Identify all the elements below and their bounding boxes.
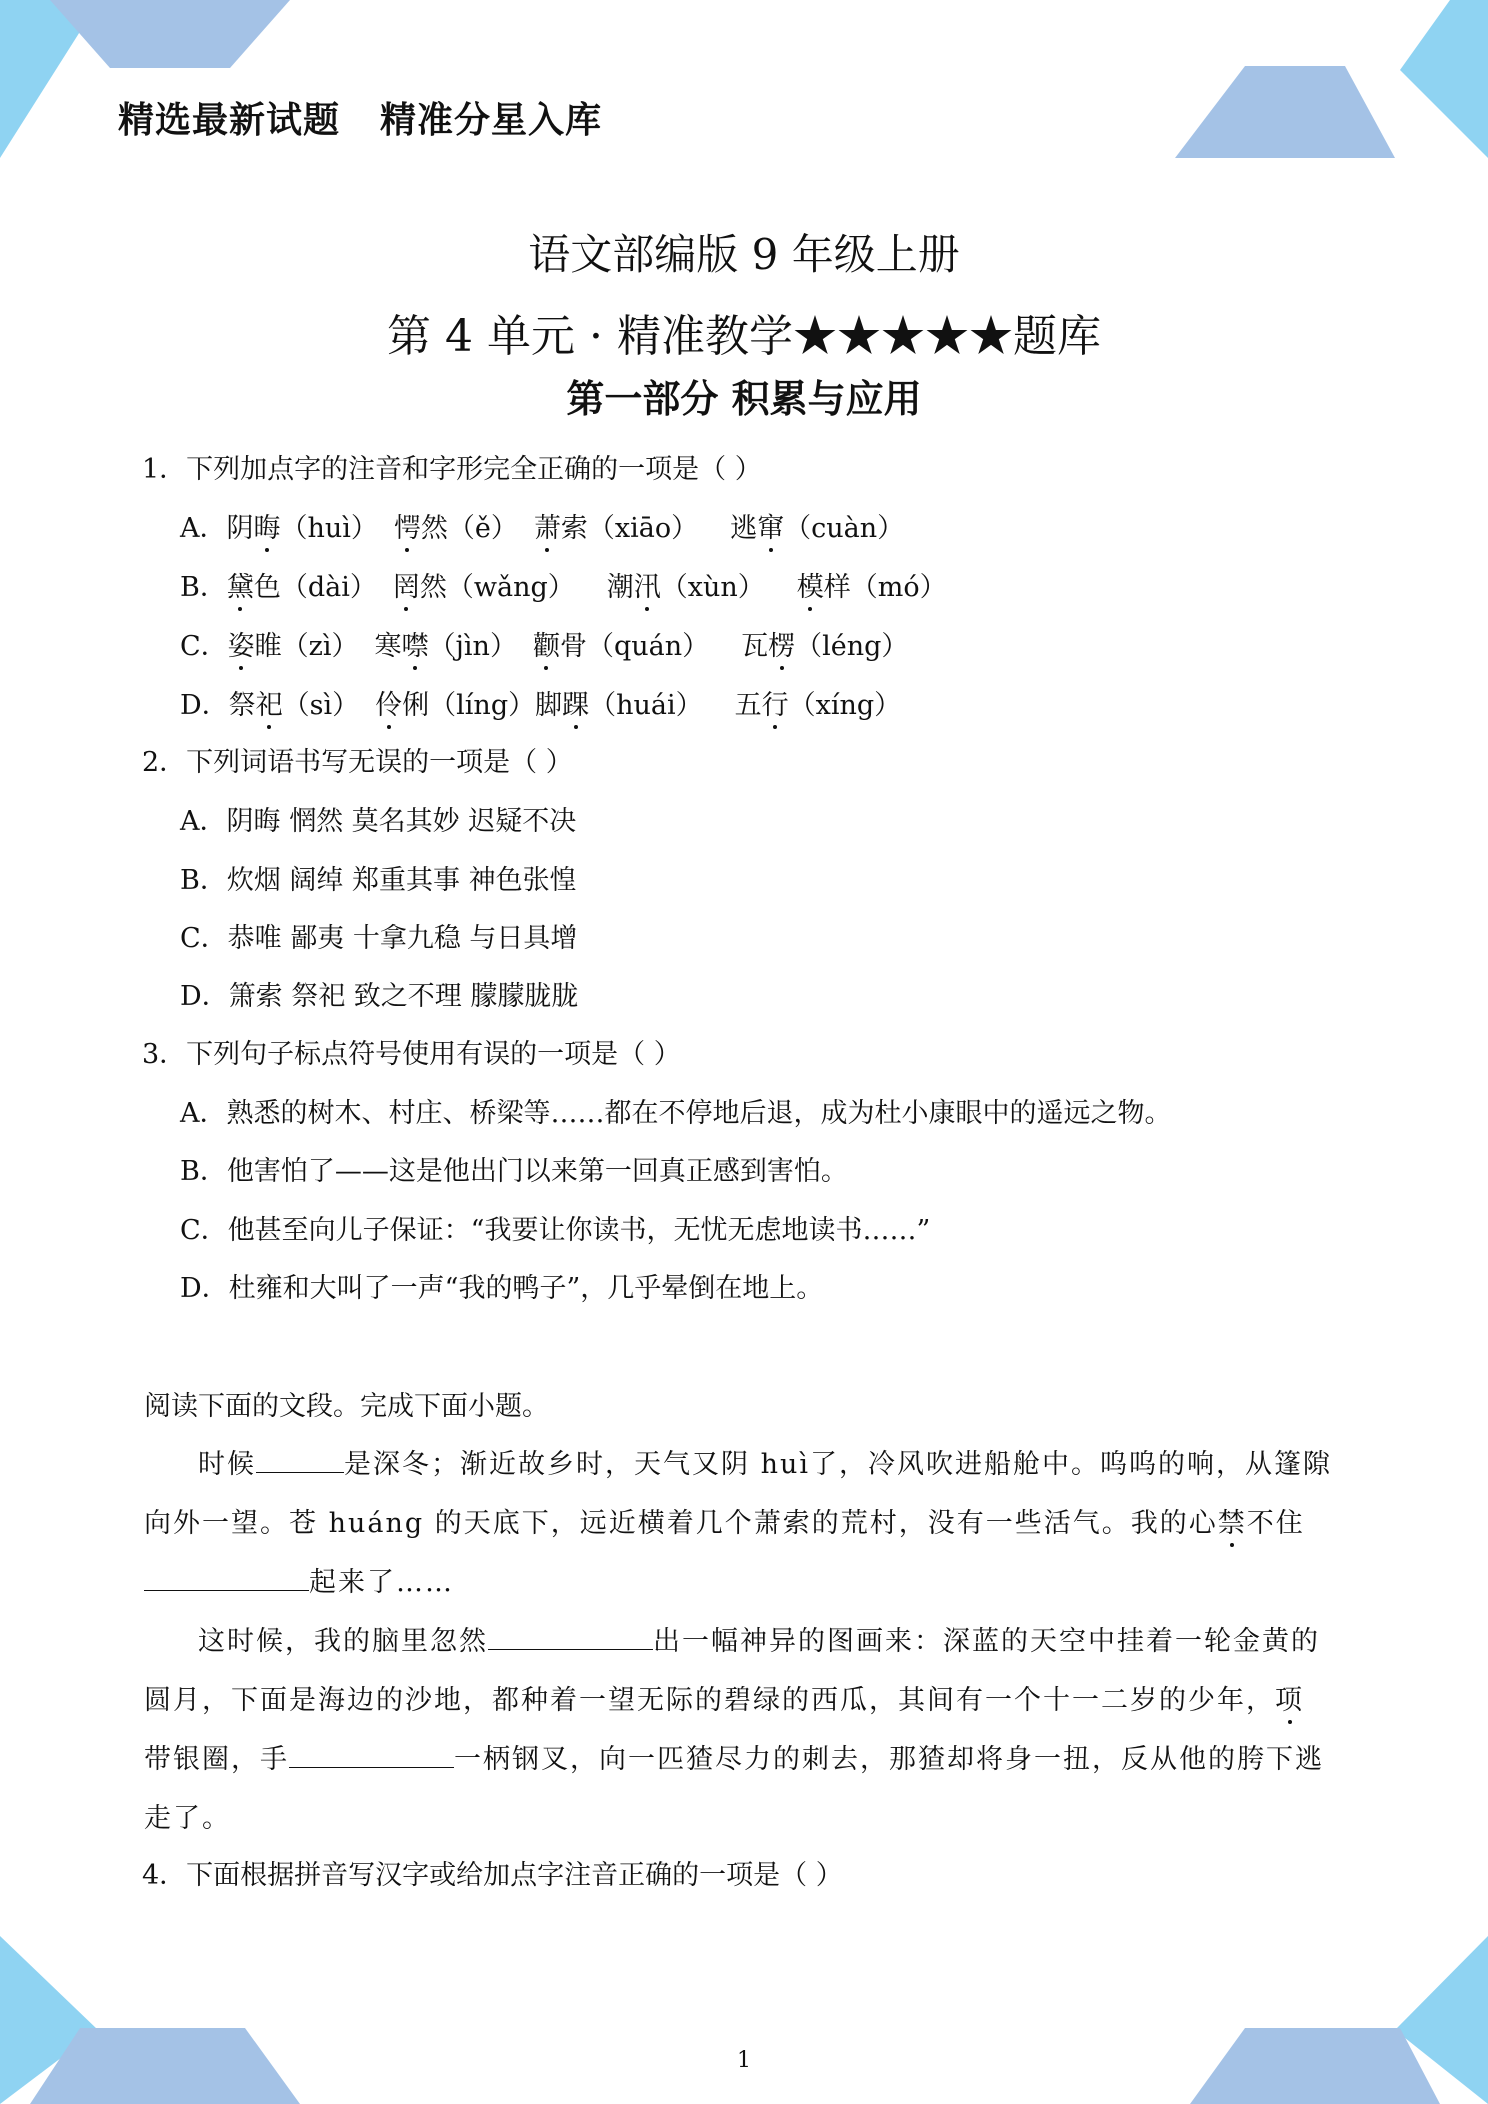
question-3-stem: 3．下列句子标点符号使用有误的一项是（ ） xyxy=(142,1039,681,1070)
reading-heading: 阅读下面的文段。完成下面小题。 xyxy=(144,1391,549,1422)
dotted-char: 颧 xyxy=(533,624,560,663)
question-4-stem: 4．下面根据拼音写汉字或给加点字注音正确的一项是（ ） xyxy=(142,1860,843,1891)
question-3-option-c: C．他甚至向儿子保证：“我要让你读书，无忧无虑地读书……” xyxy=(180,1215,931,1246)
word-text: （huì） xyxy=(280,513,378,544)
slogan-first: 精选最新试题 xyxy=(118,100,341,141)
document-title: 语文部编版 9 年级上册 xyxy=(528,230,960,279)
fill-blank[interactable] xyxy=(289,1739,454,1768)
fill-blank[interactable] xyxy=(144,1562,309,1591)
dotted-char: 踝 xyxy=(562,683,589,722)
word-text: （cuàn） xyxy=(784,513,905,544)
question-2-option-a: A．阴晦 惘然 莫名其妙 迟疑不决 xyxy=(180,806,577,837)
slogan-second: 精准分星入库 xyxy=(380,100,603,141)
word-text: 逃 xyxy=(730,513,758,544)
option-label: A． xyxy=(180,513,227,544)
passage-line-6 xyxy=(144,1737,1324,1776)
option-label: D． xyxy=(180,690,229,721)
question-1-stem: 1．下列加点字的注音和字形完全正确的一项是（ ） xyxy=(142,454,762,485)
document-subtitle: 第 4 单元 · 精准教学★★★★★题库 xyxy=(387,311,1101,362)
question-2-option-d: D．箫索 祭祀 致之不理 朦朦胧胧 xyxy=(180,981,579,1012)
word-text: 样（mó） xyxy=(823,572,947,603)
page-number: 1 xyxy=(737,2048,751,2073)
fill-blank[interactable] xyxy=(488,1621,653,1650)
top-right-trapezoid xyxy=(1175,66,1395,158)
dotted-char: 晦 xyxy=(254,506,281,545)
passage-text: 向外一望。苍 huáng 的天底下，远近横着几个萧索的荒村，没有一些活气。我的心 xyxy=(144,1508,1218,1539)
word-text: 然（wǎng） xyxy=(419,572,575,603)
top-left-trapezoid xyxy=(50,0,290,68)
passage-text: 带银圈，手 xyxy=(144,1744,289,1775)
dotted-char: 禁 xyxy=(1218,1501,1247,1540)
question-1-option-b xyxy=(180,565,947,604)
word-text: （huái） xyxy=(589,690,703,721)
word-text: （xíng） xyxy=(788,690,902,721)
word-text: 阴 xyxy=(226,513,254,544)
word-text: 睢（zì） xyxy=(254,631,359,662)
dotted-char: 祀 xyxy=(256,683,283,722)
passage-text: 时候 xyxy=(198,1449,256,1480)
header-slogan xyxy=(118,92,602,143)
dotted-char: 伶 xyxy=(375,683,402,722)
passage-line-2 xyxy=(144,1501,1305,1540)
question-3-option-a: A．熟悉的树木、村庄、桥梁等……都在不停地后退，成为杜小康眼中的遥远之物。 xyxy=(180,1098,1172,1129)
dotted-char: 窜 xyxy=(757,506,784,545)
question-2-option-c: C．恭唯 鄙夷 十拿九稳 与日具增 xyxy=(180,923,578,954)
passage-line-3 xyxy=(144,1560,454,1599)
dotted-char: 行 xyxy=(762,683,789,722)
question-3-option-b: B．他害怕了——这是他出门以来第一回真正感到害怕。 xyxy=(180,1156,848,1187)
word-text: （sì） xyxy=(282,690,360,721)
question-1-option-d xyxy=(180,683,901,722)
part-heading: 第一部分 积累与应用 xyxy=(566,377,922,421)
dotted-char: 萧 xyxy=(534,506,561,545)
passage-text: 一柄钢叉，向一匹猹尽力的刺去，那猹却将身一扭，反从他的胯下逃 xyxy=(454,1744,1324,1775)
passage-text: 这时候，我的脑里忽然 xyxy=(198,1626,488,1657)
word-text: 然（ě） xyxy=(420,513,518,544)
passage-text: 起来了…… xyxy=(309,1567,454,1598)
word-text: 骨（quán） xyxy=(559,631,710,662)
passage-line-1 xyxy=(198,1442,1332,1481)
dotted-char: 噤 xyxy=(402,624,429,663)
word-text: 潮 xyxy=(606,572,634,603)
word-text: 祭 xyxy=(228,690,256,721)
question-3-option-d: D．杜雍和大叫了一声“我的鸭子”，几乎晕倒在地上。 xyxy=(180,1273,824,1304)
question-2-stem: 2．下列词语书写无误的一项是（ ） xyxy=(142,747,573,778)
fill-blank[interactable] xyxy=(256,1444,344,1473)
passage-text: 出一幅神异的图画来：深蓝的天空中挂着一轮金黄的 xyxy=(653,1626,1320,1657)
word-text: 色（dài） xyxy=(253,572,377,603)
word-text: （jìn） xyxy=(428,631,517,662)
dotted-char: 模 xyxy=(797,565,824,604)
dotted-char: 愕 xyxy=(394,506,421,545)
dotted-char: 汛 xyxy=(634,565,661,604)
word-text: 俐（líng） xyxy=(402,690,536,721)
passage-text: 圆月，下面是海边的沙地，都种着一望无际的碧绿的西瓜，其间有一个十一二岁的少年， xyxy=(144,1685,1275,1716)
word-text: 寒 xyxy=(374,631,402,662)
dotted-char: 姿 xyxy=(228,624,255,663)
passage-line-5 xyxy=(144,1678,1304,1717)
option-label: B． xyxy=(180,572,227,603)
passage-text: 不住 xyxy=(1246,1508,1305,1539)
word-text: 瓦 xyxy=(741,631,769,662)
word-text: （xùn） xyxy=(660,572,765,603)
passage-text: 是深冬；渐近故乡时，天气又阴 huì了，冷风吹进船舱中。呜呜的响，从篷隙 xyxy=(344,1449,1332,1480)
passage-line-7: 走了。 xyxy=(144,1803,231,1834)
top-right-light-triangle xyxy=(1400,0,1488,158)
passage-line-4 xyxy=(198,1619,1320,1658)
word-text: 索（xiāo） xyxy=(560,513,699,544)
word-text: （léng） xyxy=(795,631,909,662)
dotted-char: 罔 xyxy=(393,565,420,604)
question-1-option-c xyxy=(180,624,908,663)
option-label: C． xyxy=(180,631,228,662)
dotted-char: 项 xyxy=(1275,1678,1304,1717)
dotted-char: 楞 xyxy=(768,624,795,663)
question-1-option-a xyxy=(180,506,904,545)
question-2-option-b: B．炊烟 阔绰 郑重其事 神色张惶 xyxy=(180,865,577,896)
word-text: 五 xyxy=(734,690,762,721)
word-text: 脚 xyxy=(535,690,563,721)
dotted-char: 黛 xyxy=(227,565,254,604)
